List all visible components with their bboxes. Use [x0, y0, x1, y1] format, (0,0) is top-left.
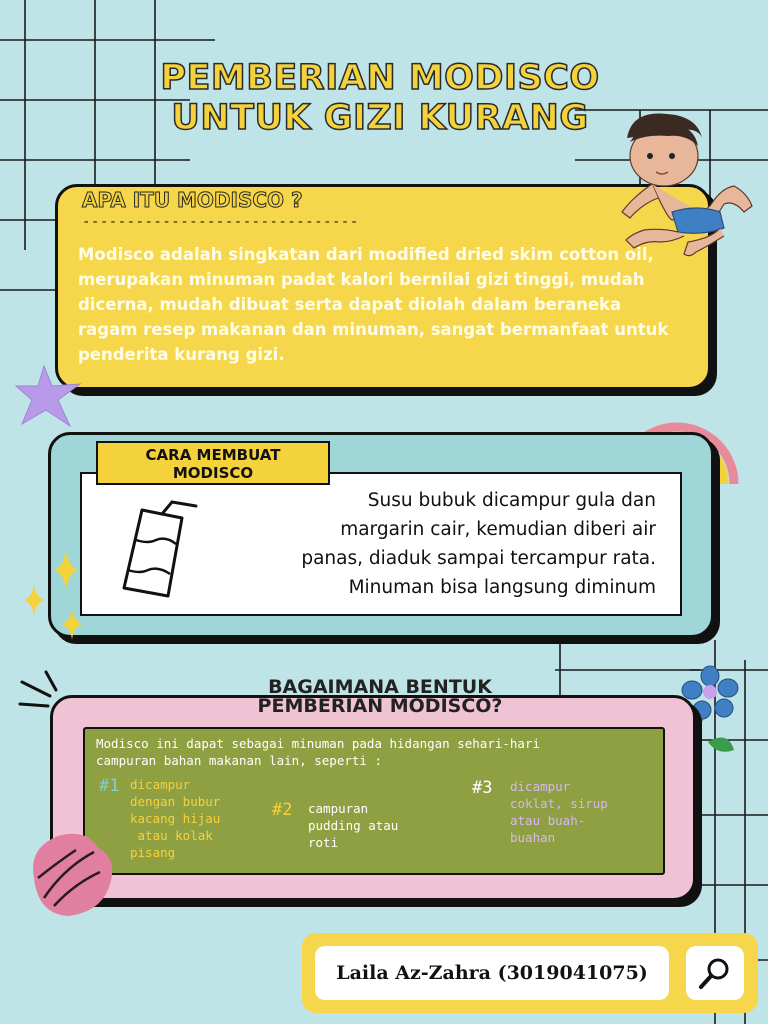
item-2-line-2: pudding atau [308, 818, 399, 833]
author-name: Laila Az-Zahra (3019041075) [315, 946, 669, 1000]
page-title [100, 58, 660, 138]
item-3-line-1: dicampur [510, 779, 571, 794]
item-1-line-4: atau kolak [130, 828, 213, 843]
how-given-intro-line-1: Modisco ini dapat sebagai minuman pada hidangan sehari-hari [96, 736, 541, 751]
item-1-line-2: dengan bubur [130, 794, 221, 809]
item-3-line-2: coklat, sirup [510, 796, 608, 811]
item-2-line-3: roti [308, 835, 339, 850]
how-given-heading-line-1: BAGAIMANA BENTUK [268, 676, 492, 698]
how-to-make-heading-line-1: CARA MEMBUAT [145, 446, 281, 464]
item-2-line-1: campuran [308, 801, 369, 816]
how-to-make-line-3: panas, diaduk sampai tercampur rata. [301, 548, 656, 569]
dashed-divider: ------------------------------- [82, 214, 359, 230]
how-to-make-line-1: Susu bubuk dicampur gula dan [367, 490, 656, 511]
item-1-text [130, 776, 220, 861]
drink-cup-icon [118, 500, 198, 600]
star-icon [14, 362, 86, 430]
search-button[interactable] [686, 946, 744, 1000]
how-given-heading [160, 678, 600, 716]
item-1-line-3: kacang hijau [130, 811, 221, 826]
how-given-intro-line-2: campuran bahan makanan lain, seperti : [96, 753, 382, 768]
what-is-modisco-text: Modisco adalah singkatan dari modified dried skim cotton oil, merupakan minuman padat kalori bernilai gizi tinggi, mudah dicerna, mudah dibuat serta dapat diolah dalam beraneka ragam resep makanan dan minuman, sangat bermanfaat untuk penderita kurang gizi. [78, 245, 669, 364]
child-illustration-icon [612, 108, 762, 268]
sparkle-icon [20, 548, 90, 642]
how-to-make-text [232, 486, 656, 602]
item-3-line-4: buahan [510, 830, 556, 845]
title-line-1: PEMBERIAN MODISCO [160, 58, 600, 98]
item-1-line-5: pisang [130, 845, 176, 860]
item-2-text [308, 800, 398, 851]
search-icon [697, 955, 733, 991]
leaf-decoration-icon [24, 828, 120, 920]
title-line-2: UNTUK GIZI KURANG [171, 98, 589, 138]
item-1-line-1: dicampur [130, 777, 191, 792]
how-to-make-line-4: Minuman bisa langsung diminum [348, 577, 656, 598]
item-3-text [510, 778, 608, 846]
how-to-make-line-2: margarin cair, kemudian diberi air [340, 519, 656, 540]
what-is-modisco-heading: APA ITU MODISCO ? [82, 188, 303, 212]
item-2-number: #2 [272, 800, 293, 820]
how-to-make-heading-line-2: MODISCO [172, 464, 254, 482]
item-1-number: #1 [99, 776, 120, 796]
how-given-intro [96, 735, 656, 769]
item-3-line-3: atau buah- [510, 813, 586, 828]
item-3-number: #3 [472, 778, 493, 798]
how-to-make-heading [96, 441, 330, 485]
how-given-heading-line-2: PEMBERIAN MODISCO? [257, 695, 503, 717]
